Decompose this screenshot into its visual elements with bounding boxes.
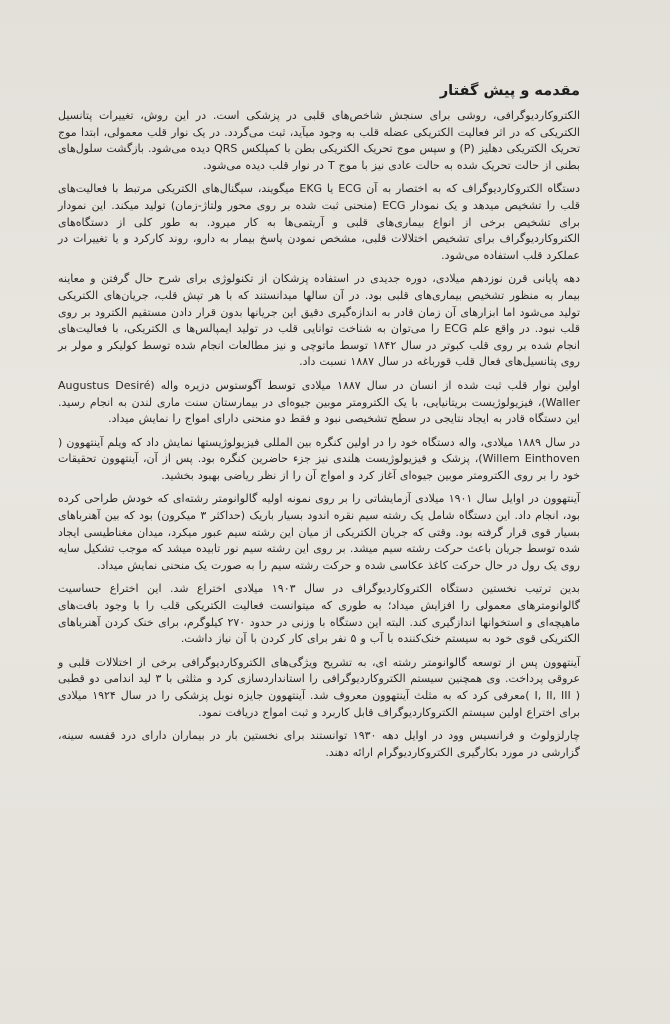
- paragraph-1: الکتروکاردیوگرافی، روشی برای سنجش شاخص‌های قلبی در پزشکی است. در این روش، تغییرات پتانسیل الکتریکی که در اثر فعالیت الکتریکی عضله قلب به وجود میآید، ثبت می‌گردد. در یک نوار قلب معمولی، ابتدا موج تحریک الکتریکی دهلیز (P) و سپس موج تحریک الکتریکی بطن با کمپلکس QRS دیده می‌شود. بازگشت سلول‌های بطنی از حالت تحریک شده به حالت عادی نیز با موج T در نوار قلب دیده می‌شود.: [58, 109, 581, 172]
- paragraph-7: بدین ترتیب نخستین دستگاه الکتروکاردیوگراف در سال ۱۹۰۳ میلادی اختراع شد. این اختراع حساسیت گالوانومترهای معمولی را افزایش میداد؛ به طوری که میتوانست فعالیت الکتریکی قلب را با وجود بافت‌های ماهیچه‌ای و استخوانها اندازگیری کند. البته این دستگاه با وزنی در حدود ۲۷۰ کیلوگرم، برای خنک کردن آهنرباهای الکتریکی قوی خود به سیستم خنک‌کننده با آب و ۵ نفر برای کار کردن با آن نیاز داشت.: [58, 582, 580, 646]
- show-through-text: [430, 40, 630, 80]
- paragraph-4: اولین نوار قلب ثبت شده از انسان در سال ۱۸۸۷ میلادی توسط آگوستوس دزیره واله (Augustus Desiré Waller)، فیزیولوژیست بریتانیایی، با یک الکترومتر موبین جیوه‌ای در بیمارستان سنت ماری لندن به انجام رسید. این دستگاه قادر به ایجاد نتایجی در سطح تشخیصی نبود و فقط دو منحنی دارای امواج را نمایش میداد.: [58, 378, 580, 426]
- paragraph-3: دهه پایانی قرن نوزدهم میلادی، دوره جدیدی در استفاده پزشکان از تکنولوژی برای شرح حال گرفتن و معاینه بیمار به منظور تشخیص بیماری‌های قلبی بود. در آن سالها میدانستند که با هر تپش قلب، جریان‌های الکتریکی تولید می‌شود اما ابزارهای آن زمان قادر به اندازه‌گیری دقیق این جریانها بدون قرار دادن مستقیم الکترود بر روی قلب نبود. در واقع علم ECG را می‌توان به شناخت توانایی قلب در تولید ایمپالس‌ها ی الکتریکی، با فعالیت‌های انجام شده بر روی قلب کبوتر در سال ۱۸۴۲ توسط ماتوچی و نیز مطالعات انجام شده توسط کولیکر و مولر بر روی پتانسیل‌های فعال قلب قورباغه در سال ۱۸۸۷ نسبت داد.: [58, 272, 580, 369]
- document-body: [58, 78, 580, 768]
- paragraph-5: در سال ۱۸۸۹ میلادی، واله دستگاه خود را در اولین کنگره بین المللی فیزیولوژیستها نمایش داد که ویلم آینتهوون ( Willem Einthoven)، پزشک و فیزیولوژیست هلندی نیز جزء حاضرین کنگره بود. پس از آن، آینتهوون تحقیقات خود را بر روی الکترومتر موبین جیوه‌ای آغاز کرد و امواج آن را از نظر ریاضی بهبود بخشید.: [58, 435, 580, 482]
- paragraph-9: چارلزولوث و فرانسیس وود در اوایل دهه ۱۹۳۰ توانستند برای نخستین بار در بیماران دارای درد قفسه سینه، گزارشی در مورد بکارگیری الکتروکاردیوگرام ارائه دهند.: [58, 729, 580, 759]
- paragraph-6: آینتهوون در اوایل سال ۱۹۰۱ میلادی آزمایشاتی را بر روی نمونه اولیه گالوانومتر رشته‌ای که خودش طراحی کرده بود، انجام داد. این دستگاه شامل یک رشته سیم نقره اندود بسیار باریک (حداکثر ۳ میکرون) بود که بین آهنرباهای بسیار قوی قرار گرفته بود. وقتی که جریان الکتریکی از میان این رشته سیم عبور میکرد، میدان مغناطیسی ایجاد شده توسط جریان باعث حرکت رشته سیم میشد. بر روی این رشته سیم نور تابیده میشد که موجب تشکیل سایه روی یک رول در حال حرکت کاغذ عکاسی شده و حرکت رشته سیم را به صورت یک منحنی نمایش میداد.: [58, 492, 580, 572]
- paragraph-2: دستگاه الکتروکاردیوگراف که به اختصار به آن ECG یا EKG میگویند، سیگنال‌های الکتریکی مرتبط با فعالیت‌های قلب را تشخیص میدهد و یک نمودار ECG (منحنی ثبت شده بر روی محور ولتاژ-زمان) تولید میکند. این نمودار برای تشخیص برخی از انواع بیماری‌های قلبی و آریتمی‌ها به کار میرود. به طور کلی از دستگاه‌های الکتروکاردیوگراف برای تشخیص اختلالات قلبی، مشخص نمودن پاسخ بیمار به دارو، روند کارکرد و یا تغییرات در عملکرد قلب استفاده می‌شود.: [58, 182, 581, 262]
- paragraph-8: آینتهوون پس از توسعه گالوانومتر رشته ای، به تشریح ویژگی‌های الکتروکاردیوگرافی برخی از اختلالات قلبی و عروقی پرداخت. وی همچنین سیستم الکتروکاردیوگرافی را استانداردسازی کرد و مثلثی با ۳ لید اندامی دو قطبی ( I, II, III )معرفی کرد که به مثلث آینتهوون معروف شد. آینتهوون جایزه نوبل پزشکی را در سال ۱۹۲۴ میلادی برای اختراع اولین سیستم الکتروکاردیوگراف قابل کاربرد و ثبت امواج دریافت نمود.: [58, 655, 581, 719]
- section-title: مقدمه و پیش گفتار: [439, 83, 580, 99]
